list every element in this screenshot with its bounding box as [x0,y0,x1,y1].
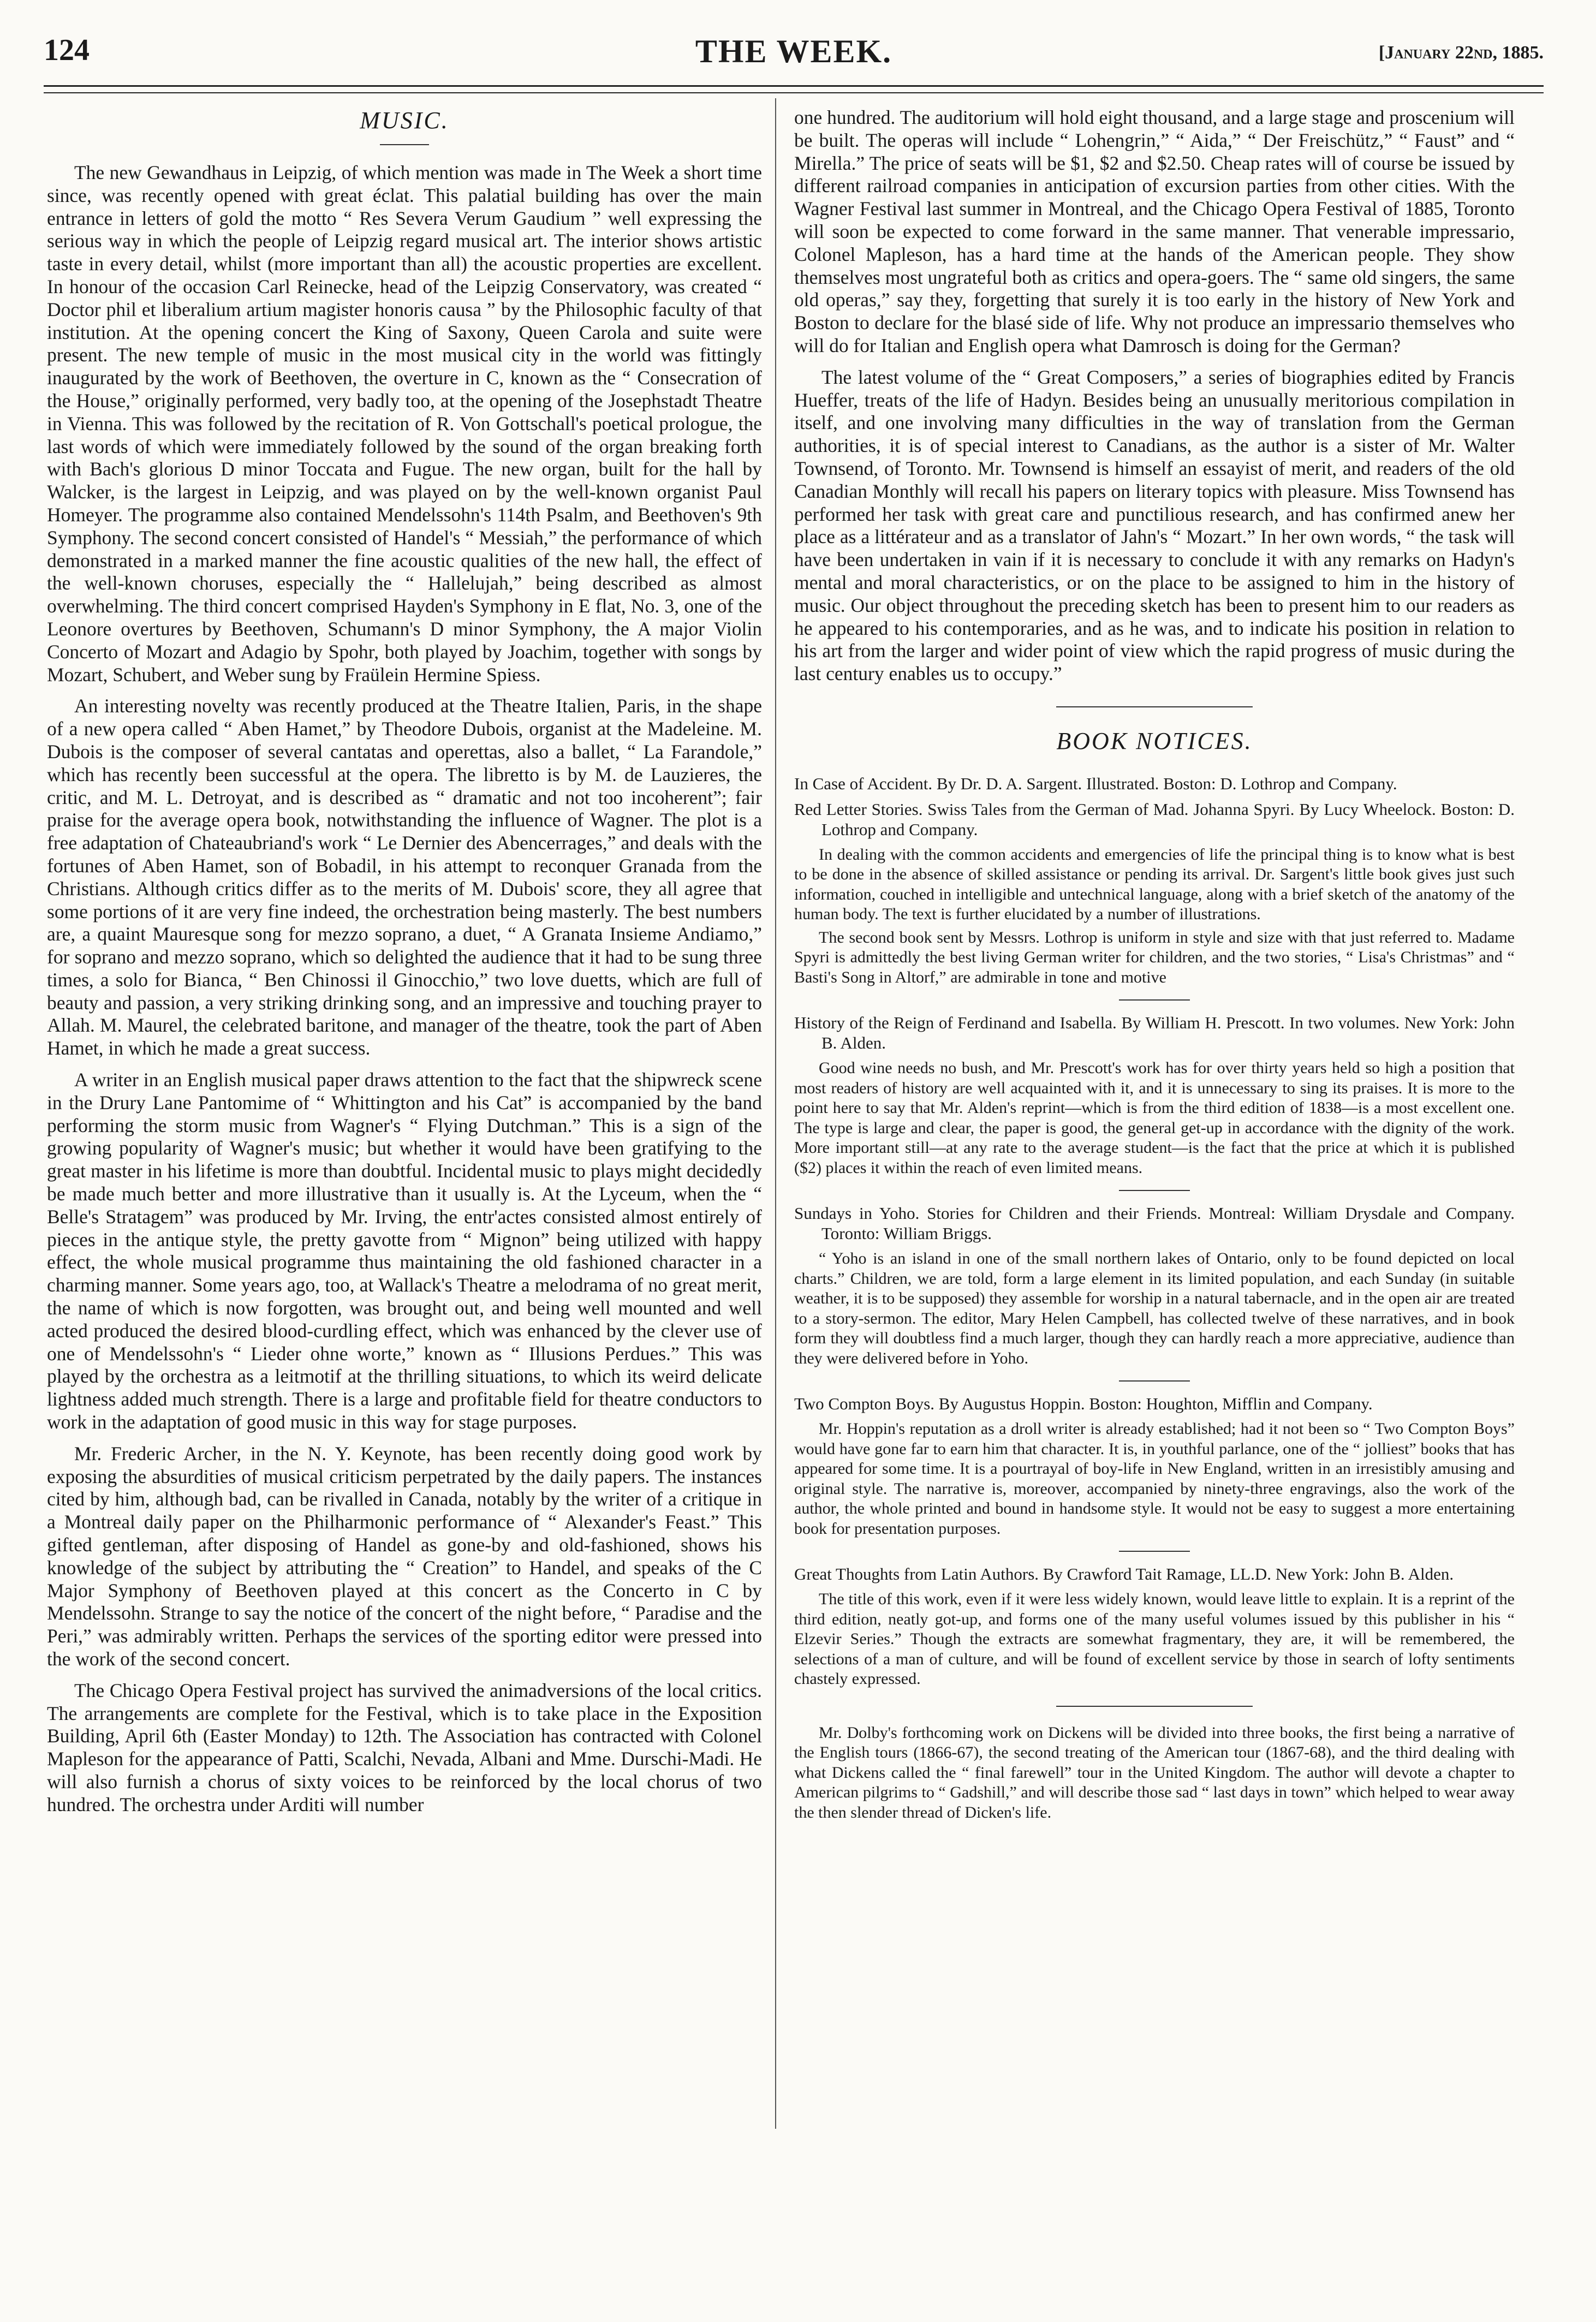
music-paragraph-1: The new Gewandhaus in Leipzig, of which mention was made in The Week a short time since, was recently opened with great éclat. This palatial building has over the main entrance in letters of gold the motto “ Res Severa Verum Gaudium ” well expressing the serious way in which the people of Leipzig regard musical art. The interior shows artistic taste in every detail, whilst (more important than all) the acoustic properties are excellent. In honour of the occasion Carl Reinecke, head of the Leipzig Conservatory, was created “ Doctor phil et liberalium artium magister honoris causa ” by the Philosophic faculty of that institution. At the opening concert the King of Saxony, Queen Carola and suite were present. The new temple of music in the most musical city in the world was fittingly inaugurated by the work of Beethoven, the overture in C, known as the “ Consecration of the House,” originally performed, very badly too, at the opening of the Josephstadt Theatre in Vienna. This was followed by the recitation of R. Von Gottschall's poetical prologue, the last words of which were immediately followed by the sound of the organ breaking forth with Bach's glorious D minor Toccata and Fugue. The new organ, built for the hall by Walcker, is the largest in Leipzig, and was played on by the well-known organist Paul Homeyer. The programme also contained Mendelssohn's 114th Psalm, and Beethoven's 9th Symphony. The second concert consisted of Handel's “ Messiah,” the performance of which demonstrated in a marked manner the fine acoustic qualities of the new hall, the effect of the well-known choruses, especially the “ Hallelujah,” being described as almost overwhelming. The third concert comprised Hayden's Symphony in E flat, No. 3, one of the Leonore overtures by Beethoven, Schumann's D minor Symphony, the A major Violin Concerto of Mozart and Adagio by Spohr, both played by Joachim, together with songs by Mozart, Schubert, and Weber sung by Fraülein Hermine Spiess. [47,162,762,686]
music-paragraph-7: The latest volume of the “ Great Composers,” a series of biographies edited by Francis Hueffer, treats of the life of Hadyn. Besides being an unusually meritorious compilation in itself, and one involving many difficulties in the way of translation from the German authorities, it is of special interest to Canadians, as the author is a sister of Mr. Walter Townsend, of Toronto. Mr. Townsend is himself an essayist of merit, and readers of the old Canadian Monthly will recall his papers on literary topics with pleasure. Miss Townsend has performed her task with great care and punctilious research, and has confirmed anew her place as a littérateur and as a translator of Jahn's “ Mozart.” In her own words, “ the task will have been undertaken in vain if it is necessary to conclude it with any remarks on Hadyn's mental and moral characteristics, or on the place to be assigned to him in the history of music. Our object throughout the preceding sketch has been to present him to our readers as he appeared to his contemporaries, and as he was, and to indicate his position in relation to his art from the larger and wider point of view which the rapid progress of music during the last century enables us to occupy.” [794,366,1515,685]
right-column [794,106,1515,1826]
section-separator [1056,1706,1253,1707]
notice-heading: Sundays in Yoho. Stories for Children and their Friends. Montreal: William Drysdale and Company. Toronto: William Briggs. [794,1204,1515,1243]
notice-rule [1119,1190,1190,1191]
book-notice [794,1203,1515,1368]
notice-heading: Great Thoughts from Latin Authors. By Crawford Tait Ramage, LL.D. New York: John B. Alden. [794,1564,1454,1584]
notice-heading: In Case of Accident. By Dr. D. A. Sargent. Illustrated. Boston: D. Lothrop and Company. [794,773,1397,793]
music-paragraph-4: Mr. Frederic Archer, in the N. Y. Keynote, has been recently doing good work by exposing the absurdities of musical criticism perpetrated by the daily papers. The instances cited by him, although bad, can be rivalled in Canada, notably by the writer of a critique in a Montreal daily paper on the Philharmonic performance of “ Alexander's Feast.” This gifted gentleman, after disposing of Handel as gone-by and old-fashioned, shows his knowledge of the subject by attributing the “ Creation” to Handel, and speaks of the C Major Symphony of Beethoven played at this concert as the Concerto in C by Mendelssohn. Strange to say the notice of the concert of the night before, “ Paradise and the Peri,” was admirably written. Perhaps the services of the sporting editor were pressed into the work of the second concert. [47,1442,762,1670]
section-separator [1056,706,1253,707]
book-notice [794,1564,1515,1689]
header-rule [44,85,1544,93]
book-notice [794,1394,1515,1539]
music-paragraph-5: The Chicago Opera Festival project has survived the animadversions of the local critics. The arrangements are complete for the Festival, which is to take place in the Exposition Building, April 6th (Easter Monday) to 12th. The Association has contracted with Colonel Mapleson for the appearance of Patti, Scalchi, Nevada, Albani and Mme. Durschi-Madi. He will also furnish a chorus of sixty voices to be reinforced by the local chorus of two hundred. The orchestra under Arditi will number [47,1679,762,1815]
notice-body: The second book sent by Messrs. Lothrop is uniform in style and size with that just referred to. Madame Spyri is admittedly the best living German writer for children, and the two stories, “ Lisa's Christmas” and “ Basti's Song in Altorf,” are admirable in tone and motive [794,928,1515,986]
notice-heading: Two Compton Boys. By Augustus Hoppin. Boston: Houghton, Mifflin and Company. [794,1394,1373,1414]
book-notice [794,773,1515,794]
notice-body: Mr. Hoppin's reputation as a droll writer is already established; had it not been so “ Two Compton Boys” would have gone far to earn him that character. It is, in youthful parlance, one of the “ jolliest” books that has appeared for some time. It is a pourtrayal of boy-life in New England, written in an irresistibly amusing and original style. The narrative is, moreover, accompanied by ninety-three engravings, also the work of the author, the whole printed and bound in handsome style. It would not be easy to suggest a more entertaining book for presentation purposes. [794,1420,1515,1538]
music-paragraph-2: An interesting novelty was recently produced at the Theatre Italien, Paris, in the shape of a new opera called “ Aben Hamet,” by Theodore Dubois, organist at the Madeleine. M. Dubois is the composer of several cantatas and operettas, also a ballet, “ La Farandole,” which has recently been successful at the opera. The libretto is by M. de Lauzieres, the critic, and M. L. Detroyat, and is described as “ dramatic and not too incoherent”; fair praise for the average opera book, notwithstanding the influence of Wagner. The plot is a free adaptation of Chateaubriand's work “ Le Dernier des Abencerrages,” and deals with the fortunes of Aben Hamet, son of Bobadil, in his attempt to reconquer Granada from the Christians. Although critics differ as to the merits of M. Dubois' score, they all agree that some portions of it are very fine indeed, the orchestration being masterly. The best numbers are, a quaint Mauresque song for mezzo soprano, a duet, “ A Granata Insieme Andiamo,” for soprano and mezzo soprano, which so delighted the audience that it had to be sung three times, a solo for Bianca, “ Ben Chinossi il Ginocchio,” two love duetts, which are full of beauty and passion, a very striking drinking song, and an impressive and touching prayer to Allah. M. Maurel, the celebrated baritone, and manager of the theatre, took the part of Aben Hamet, in which he made a great success. [47,695,762,1059]
issue-date: [January 22nd, 1885. [1378,43,1544,63]
notice-heading: Red Letter Stories. Swiss Tales from the German of Mad. Johanna Spyri. By Lucy Wheelock. Boston: D. Lothrop and Company. [794,799,1515,839]
notice-body: “ Yoho is an island in one of the small northern lakes of Ontario, only to be found depicted on local charts.” Children, we are told, form a large element in its limited population, and each Sunday (in suitable weather, it is to be supposed) they assemble for worship in a natural tabernacle, and in the open air are treated to a story-sermon. The editor, Mary Helen Campbell, has collected twelve of these narratives, and in book form they will doubtless find a much larger, though they can hardly reach a more appreciative, audience than they were delivered before in Yoho. [794,1249,1515,1367]
music-paragraph-3: A writer in an English musical paper draws attention to the fact that the shipwreck scene in the Drury Lane Pantomime of “ Whittington and his Cat” is accompanied by the band performing the storm music from Wagner's “ Flying Dutchman.” This is a sign of the growing popularity of Wagner's music; but whether it would have been gratifying to the great master in his lifetime is more than doubtful. Incidental music to plays might decidedly be made much better and more illustrative than it usually is. At the Lyceum, when the “ Belle's Stratagem” was produced by Mr. Irving, the entr'actes consisted almost entirely of pieces in the antique style, the pretty gavotte from “ Mignon” being utilized with happy effect, the whole musical programme thus maintaining the old fashioned character in a charming manner. Some years ago, too, at Wallack's Theatre a melodrama of no great merit, the name of which is now forgotten, was brought out, and being well mounted and well acted produced the desired blood-curdling effect, which was enhanced by the clever use of one of Mendelssohn's “ Lieder ohne worte,” known as “ Illusions Perdues.” This was played by the orchestra as a leitmotif at the thrilling situations, to which its weird delicate lightness added much strength. There is a large and profitable field for theatre conductors to work in the adaptation of good music in this way for stage purposes. [47,1069,762,1433]
notice-body: In dealing with the common accidents and emergencies of life the principal thing is to know what is best to be done in the absence of skilled assistance or pending its arrival. Dr. Sargent's little book gives just such information, couched in intelligible and untechnical language, along with a brief sketch of the anatomy of the human body. The text is further elucidated by a number of illustrations. [794,845,1515,924]
music-paragraph-6: one hundred. The auditorium will hold eight thousand, and a large stage and proscenium will be built. The operas will include “ Lohengrin,” “ Aida,” “ Der Freischütz,” “ Faust” and “ Mirella.” The price of seats will be $1, $2 and $2.50. Cheap rates will of course be issued by different railroad companies in anticipation of excursion parties from other cities. With the Wagner Festival last summer in Montreal, and the Chicago Opera Festival of 1885, Toronto will soon be expected to come forward in the same manner. That venerable impressario, Colonel Mapleson, has a hard time at the hands of the American people. They show themselves most ungrateful both as critics and opera-goers. The “ same old singers, the same old operas,” say they, forgetting that surely it is too early in the history of New York and Boston to declare for the blasé side of life. Why not produce an impressario themselves who will do for Italian and English opera what Damrosch is doing for the German? [794,106,1515,356]
closing-notice: Mr. Dolby's forthcoming work on Dickens will be divided into three books, the first being a narrative of the English tours (1866-67), the second treating of the American tour (1867-68), and the third dealing with what Dickens called the “ final farewell” tour in the United Kingdom. The author will devote a chapter to American pilgrims to “ Gadshill,” and will describe those sad “ last days in town” which helped to wear away the then slender thread of Dicken's life. [794,1723,1515,1821]
book-notice [794,1013,1515,1178]
page-number: 124 [44,33,90,67]
left-column [47,106,762,1817]
book-notices-title: BOOK NOTICES. [1056,727,1253,754]
music-section-title: MUSIC. [360,107,449,134]
notice-rule [1119,1380,1190,1382]
notice-body: The title of this work, even if it were less widely known, would leave little to explain. It is a reprint of the third edition, neatly got-up, and forms one of the many useful volumes issued by this publisher in his “ Elzevir Series.” Though the extracts are somewhat fragmentary, they are, it will be remembered, the selections of a man of culture, and will be found of excellent service by those in search of lofty sentiments chastely expressed. [794,1590,1515,1688]
title-rule [380,144,429,145]
book-notice [794,799,1515,988]
publication-title: THE WEEK. [695,33,892,69]
notice-heading: History of the Reign of Ferdinand and Isabella. By William H. Prescott. In two volumes. New York: John B. Alden. [794,1013,1515,1053]
notice-rule [1119,1551,1190,1552]
notice-rule [1119,999,1190,1001]
column-divider [775,98,776,2129]
notice-body: Good wine needs no bush, and Mr. Prescott's work has for over thirty years held so high a position that most readers of history are well acquainted with it, and it is unnecessary to sing its praises. It is more to the point here to say that Mr. Alden's reprint—which is from the third edition of 1838—is a most excellent one. The type is large and clear, the paper is good, the general get-up in accordance with the dignity of the work. More important still—at any rate to the average student—is the fact that the price at which it is published ($2) places it within the reach of even limited means. [794,1059,1515,1177]
